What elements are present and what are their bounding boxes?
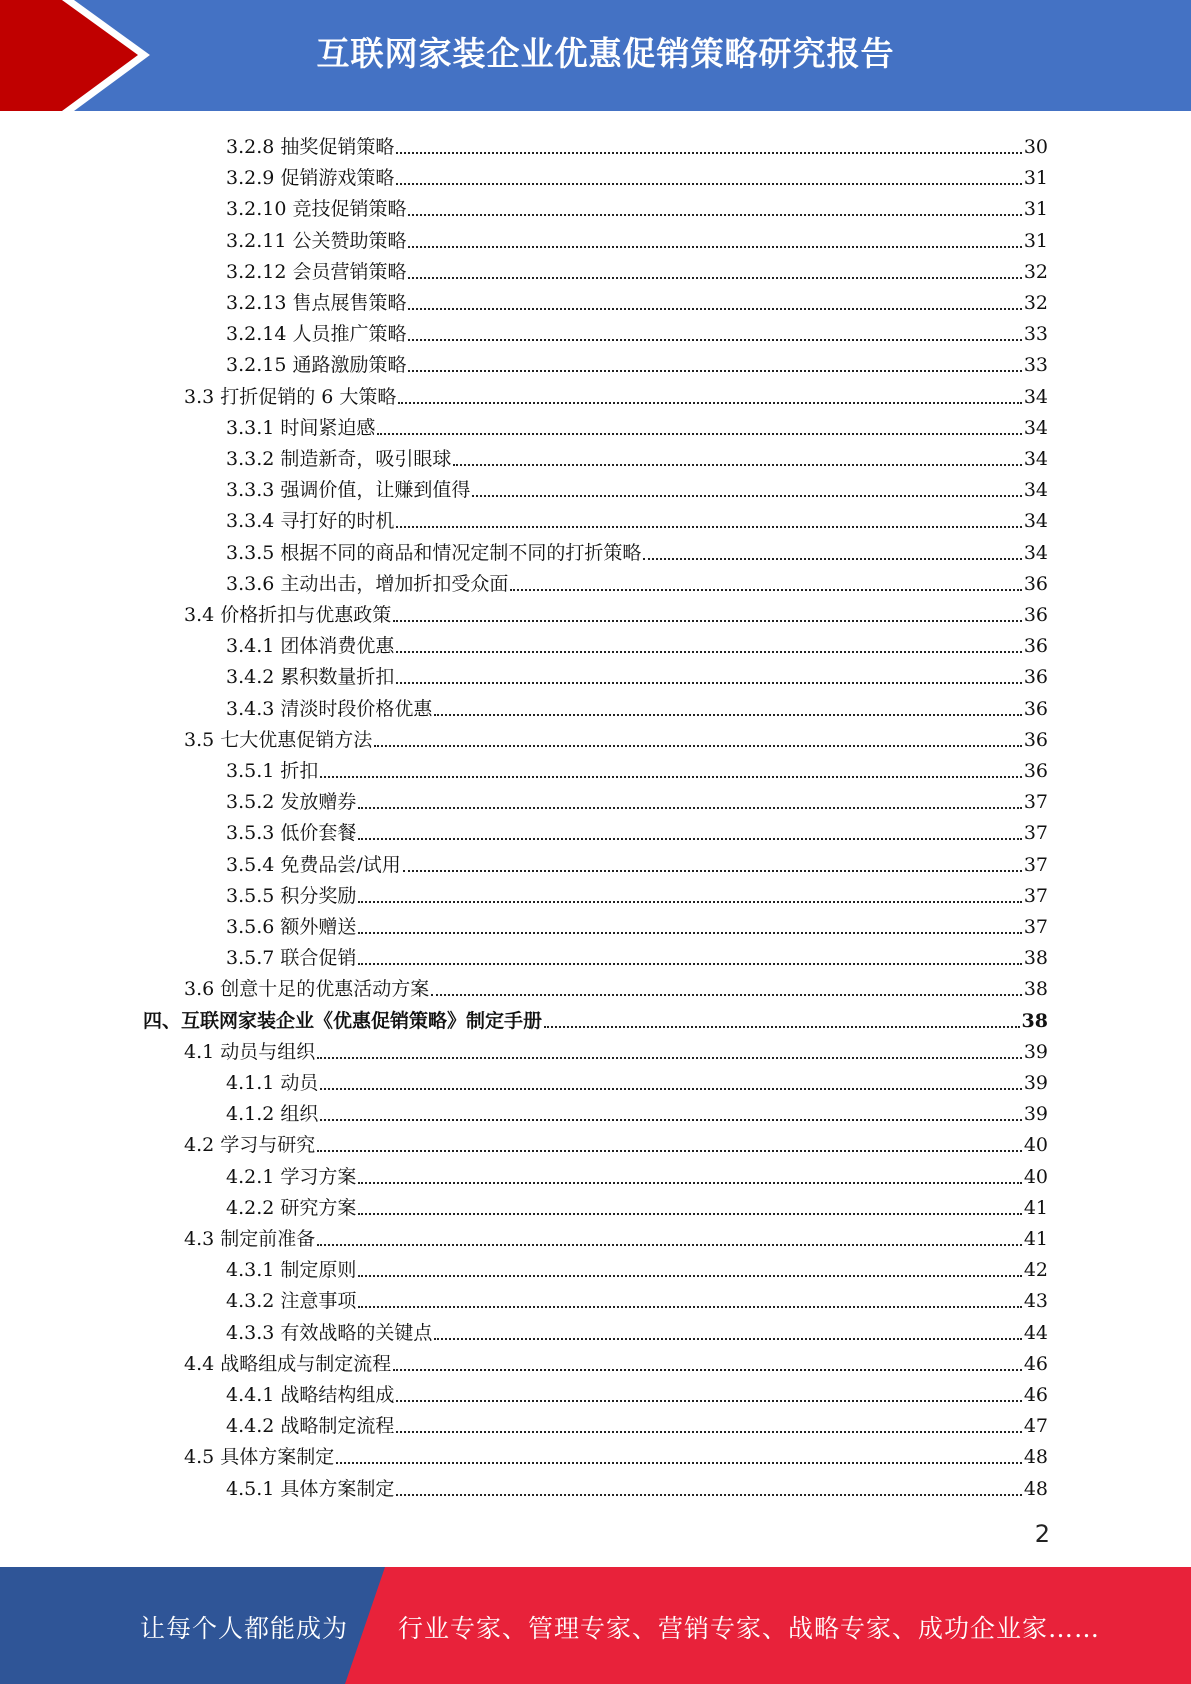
toc-entry-page: 46 — [1023, 1353, 1048, 1375]
toc-entry[interactable] — [226, 1315, 1048, 1346]
toc-entry-number: 3.3.4 — [226, 510, 275, 532]
toc-entry[interactable] — [184, 971, 1048, 1002]
toc-dot-leader — [408, 308, 1021, 310]
toc-entry-number: 4.2 — [184, 1134, 215, 1156]
toc-entry-title: 制定原则 — [280, 1259, 357, 1281]
toc-entry-page: 37 — [1023, 885, 1048, 907]
toc-entry-title: 折扣 — [280, 760, 319, 782]
toc-entry-title: 战略组成与制定流程 — [220, 1353, 392, 1375]
toc-dot-leader — [544, 1026, 1020, 1028]
toc-entry-number: 4.4 — [184, 1353, 215, 1375]
toc-dot-leader — [374, 745, 1022, 747]
toc-dot-leader — [396, 1494, 1021, 1496]
toc-entry[interactable] — [226, 1159, 1048, 1190]
toc-entry-title: 会员营销策略 — [292, 261, 407, 283]
toc-entry[interactable] — [226, 191, 1048, 222]
toc-dot-leader — [358, 932, 1021, 934]
toc-entry-title: 联合促销 — [280, 947, 357, 969]
toc-entry-number: 4.5.1 — [226, 1478, 275, 1500]
toc-entry-page: 31 — [1023, 230, 1048, 252]
toc-entry-page: 38 — [1023, 978, 1048, 1000]
toc-entry-number: 3.5.2 — [226, 791, 275, 813]
toc-entry-title: 主动出击，增加折扣受众面 — [280, 573, 509, 595]
toc-entry-number: 4.1.1 — [226, 1072, 275, 1094]
toc-entry-number: 3.3.6 — [226, 573, 275, 595]
toc-dot-leader — [398, 402, 1021, 404]
toc-entry-page: 39 — [1023, 1072, 1048, 1094]
toc-entry-number: 4.3.1 — [226, 1259, 275, 1281]
toc-entry[interactable] — [184, 1346, 1048, 1377]
toc-dot-leader — [408, 370, 1021, 372]
toc-dot-leader — [396, 1400, 1021, 1402]
toc-dot-leader — [434, 1338, 1021, 1340]
toc-entry-number: 3.5.1 — [226, 760, 275, 782]
toc-entry-title: 注意事项 — [280, 1290, 357, 1312]
toc-entry-number: 4.3.2 — [226, 1290, 275, 1312]
toc-entry-title: 研究方案 — [280, 1197, 357, 1219]
toc-entry-number: 3.2.13 — [226, 292, 287, 314]
toc-entry-title: 发放赠券 — [280, 791, 357, 813]
toc-entry[interactable] — [226, 316, 1048, 347]
toc-entry-title: 四、互联网家装企业《优惠促销策略》制定手册 — [143, 1010, 543, 1032]
toc-dot-leader — [431, 994, 1022, 996]
toc-dot-leader — [453, 464, 1021, 466]
toc-entry[interactable] — [226, 815, 1048, 846]
toc-entry-title: 清淡时段价格优惠 — [280, 698, 433, 720]
toc-entry[interactable] — [184, 597, 1048, 628]
toc-entry-number: 4.5 — [184, 1446, 215, 1468]
toc-dot-leader — [396, 682, 1021, 684]
toc-entry-title: 时间紧迫感 — [280, 417, 376, 439]
toc-entry-page: 40 — [1023, 1134, 1048, 1156]
toc-entry[interactable] — [226, 347, 1048, 378]
toc-dot-leader — [510, 589, 1021, 591]
toc-entry-number: 4.1.2 — [226, 1103, 275, 1125]
toc-entry-title: 根据不同的商品和情况定制不同的打折策略 — [280, 542, 642, 564]
toc-dot-leader — [358, 1275, 1021, 1277]
toc-dot-leader — [358, 807, 1021, 809]
toc-entry-title: 促销游戏策略 — [280, 167, 395, 189]
toc-entry-title: 售点展售策略 — [292, 292, 407, 314]
toc-entry-page: 37 — [1023, 854, 1048, 876]
toc-entry-page: 33 — [1023, 354, 1048, 376]
toc-entry-number: 3.4.1 — [226, 635, 275, 657]
toc-dot-leader — [317, 1150, 1022, 1152]
toc-entry-page: 34 — [1023, 448, 1048, 470]
toc-entry[interactable] — [226, 472, 1048, 503]
toc-entry-title: 人员推广策略 — [292, 323, 407, 345]
toc-entry-title: 累积数量折扣 — [280, 666, 395, 688]
toc-entry-page: 39 — [1023, 1041, 1048, 1063]
toc-entry-page: 42 — [1023, 1259, 1048, 1281]
toc-entry[interactable] — [226, 160, 1048, 191]
toc-entry-page: 40 — [1023, 1166, 1048, 1188]
toc-entry-title: 学习方案 — [280, 1166, 357, 1188]
toc-entry[interactable] — [184, 1439, 1048, 1470]
toc-dot-leader — [393, 620, 1022, 622]
toc-entry[interactable] — [226, 691, 1048, 722]
toc-dot-leader — [403, 870, 1022, 872]
toc-entry[interactable] — [226, 129, 1048, 160]
toc-entry[interactable] — [226, 1283, 1048, 1314]
toc-entry-title: 战略制定流程 — [280, 1415, 395, 1437]
toc-entry-page: 48 — [1023, 1478, 1048, 1500]
toc-entry[interactable] — [226, 1096, 1048, 1127]
toc-entry-number: 3.3.5 — [226, 542, 275, 564]
toc-entry[interactable] — [226, 909, 1048, 940]
toc-entry-page: 31 — [1023, 198, 1048, 220]
toc-dot-leader — [358, 838, 1021, 840]
toc-entry-page: 32 — [1023, 292, 1048, 314]
toc-entry[interactable] — [226, 223, 1048, 254]
toc-entry[interactable] — [226, 878, 1048, 909]
toc-entry-title: 动员 — [280, 1072, 319, 1094]
toc-entry-title: 动员与组织 — [220, 1041, 316, 1063]
toc-entry-number: 3.3 — [184, 386, 215, 408]
toc-entry[interactable] — [226, 1408, 1048, 1439]
toc-entry-number: 3.2.12 — [226, 261, 287, 283]
toc-entry-title: 额外赠送 — [280, 916, 357, 938]
toc-entry[interactable] — [226, 285, 1048, 316]
toc-entry-title: 团体消费优惠 — [280, 635, 395, 657]
toc-entry-page: 34 — [1023, 542, 1048, 564]
toc-dot-leader — [358, 1182, 1021, 1184]
toc-entry[interactable] — [226, 1065, 1048, 1096]
toc-entry[interactable] — [226, 753, 1048, 784]
toc-entry-page: 32 — [1023, 261, 1048, 283]
toc-entry-title: 制造新奇，吸引眼球 — [280, 448, 452, 470]
toc-entry[interactable] — [143, 1003, 1048, 1034]
toc-entry-page: 34 — [1023, 510, 1048, 532]
toc-entry-number: 4.4.1 — [226, 1384, 275, 1406]
toc-entry[interactable] — [226, 503, 1048, 534]
toc-entry-page: 41 — [1023, 1197, 1048, 1219]
toc-entry-page: 47 — [1023, 1415, 1048, 1437]
toc-entry-page: 38 — [1021, 1010, 1048, 1032]
toc-entry-page: 37 — [1023, 822, 1048, 844]
toc-dot-leader — [358, 1306, 1021, 1308]
toc-entry[interactable] — [226, 566, 1048, 597]
toc-entry-number: 3.4.2 — [226, 666, 275, 688]
toc-dot-leader — [320, 1088, 1021, 1090]
toc-entry-number: 3.2.8 — [226, 136, 275, 158]
toc-dot-leader — [377, 433, 1021, 435]
footer-slogan-left: 让每个人都能成为 — [140, 1614, 349, 1643]
toc-entry-page: 36 — [1023, 666, 1048, 688]
toc-entry-title: 低价套餐 — [280, 822, 357, 844]
toc-dot-leader — [396, 651, 1021, 653]
page-header — [0, 0, 1191, 111]
toc-entry-page: 38 — [1023, 947, 1048, 969]
toc-entry[interactable] — [226, 847, 1048, 878]
toc-entry-title: 七大优惠促销方法 — [220, 729, 373, 751]
toc-entry-number: 3.5.7 — [226, 947, 275, 969]
toc-entry[interactable] — [226, 441, 1048, 472]
toc-entry[interactable] — [184, 1221, 1048, 1252]
toc-dot-leader — [317, 1244, 1022, 1246]
toc-entry-page: 37 — [1023, 791, 1048, 813]
toc-entry-title: 抽奖促销策略 — [280, 136, 395, 158]
toc-entry-number: 4.2.1 — [226, 1166, 275, 1188]
toc-dot-leader — [408, 339, 1021, 341]
toc-entry[interactable] — [226, 1190, 1048, 1221]
toc-dot-leader — [393, 1369, 1022, 1371]
toc-entry[interactable] — [226, 1471, 1048, 1502]
toc-entry[interactable] — [226, 535, 1048, 566]
toc-dot-leader — [358, 1213, 1021, 1215]
toc-dot-leader — [396, 1431, 1021, 1433]
toc-entry-title: 具体方案制定 — [280, 1478, 395, 1500]
toc-entry-title: 学习与研究 — [220, 1134, 316, 1156]
toc-entry-page: 31 — [1023, 167, 1048, 189]
toc-entry-number: 4.3.3 — [226, 1322, 275, 1344]
toc-entry[interactable] — [226, 659, 1048, 690]
toc-entry-number: 3.3.2 — [226, 448, 275, 470]
toc-entry-page: 36 — [1023, 698, 1048, 720]
toc-entry-title: 积分奖励 — [280, 885, 357, 907]
toc-dot-leader — [320, 776, 1021, 778]
toc-dot-leader — [472, 495, 1021, 497]
toc-entry-number: 3.2.14 — [226, 323, 287, 345]
toc-entry[interactable] — [184, 1034, 1048, 1065]
toc-entry-title: 免费品尝/试用 — [280, 854, 401, 876]
toc-entry-number: 3.2.11 — [226, 230, 287, 252]
toc-entry-page: 48 — [1023, 1446, 1048, 1468]
toc-entry[interactable] — [226, 1252, 1048, 1283]
toc-dot-leader — [396, 152, 1021, 154]
toc-entry-page: 34 — [1023, 417, 1048, 439]
toc-entry-number: 3.2.15 — [226, 354, 287, 376]
toc-entry-number: 3.5.4 — [226, 854, 275, 876]
toc-entry[interactable] — [226, 410, 1048, 441]
page-number: 2 — [1034, 1520, 1050, 1548]
toc-entry[interactable] — [226, 628, 1048, 659]
footer-slogan-right: 行业专家、管理专家、营销专家、战略专家、成功企业家…… — [398, 1614, 1101, 1643]
toc-entry[interactable] — [226, 1377, 1048, 1408]
toc-entry-page: 36 — [1023, 573, 1048, 595]
toc-entry[interactable] — [226, 940, 1048, 971]
toc-entry-page: 36 — [1023, 729, 1048, 751]
toc-dot-leader — [317, 1057, 1022, 1059]
toc-entry-title: 寻打好的时机 — [280, 510, 395, 532]
toc-dot-leader — [336, 1462, 1022, 1464]
toc-entry-page: 34 — [1023, 479, 1048, 501]
toc-entry[interactable] — [184, 722, 1048, 753]
toc-entry-number: 4.2.2 — [226, 1197, 275, 1219]
toc-entry-title: 创意十足的优惠活动方案 — [220, 978, 430, 1000]
toc-entry-page: 34 — [1023, 386, 1048, 408]
toc-entry-page: 39 — [1023, 1103, 1048, 1125]
toc-entry-number: 3.4 — [184, 604, 215, 626]
toc-entry-page: 37 — [1023, 916, 1048, 938]
toc-entry-number: 4.3 — [184, 1228, 215, 1250]
toc-dot-leader — [396, 526, 1021, 528]
toc-entry-number: 3.6 — [184, 978, 215, 1000]
toc-entry-title: 强调价值，让赚到值得 — [280, 479, 471, 501]
toc-entry-title: 组织 — [280, 1103, 319, 1125]
toc-entry-number: 3.2.9 — [226, 167, 275, 189]
toc-entry-page: 43 — [1023, 1290, 1048, 1312]
toc-dot-leader — [358, 901, 1021, 903]
toc-entry-page: 36 — [1023, 760, 1048, 782]
toc-dot-leader — [408, 214, 1021, 216]
toc-entry[interactable] — [226, 254, 1048, 285]
toc-entry-title: 价格折扣与优惠政策 — [220, 604, 392, 626]
toc-entry-number: 4.1 — [184, 1041, 215, 1063]
toc-dot-leader — [408, 277, 1021, 279]
toc-entry-page: 41 — [1023, 1228, 1048, 1250]
toc-entry-number: 3.4.3 — [226, 698, 275, 720]
toc-entry-title: 有效战略的关键点 — [280, 1322, 433, 1344]
toc-entry[interactable] — [184, 379, 1048, 410]
page-footer — [0, 1567, 1191, 1684]
toc-dot-leader — [396, 183, 1021, 185]
toc-entry-number: 4.4.2 — [226, 1415, 275, 1437]
toc-entry-number: 3.3.1 — [226, 417, 275, 439]
toc-entry-page: 33 — [1023, 323, 1048, 345]
toc-entry-title: 通路激励策略 — [292, 354, 407, 376]
toc-entry-page: 30 — [1023, 136, 1048, 158]
toc-entry[interactable] — [226, 784, 1048, 815]
toc-dot-leader — [320, 1119, 1021, 1121]
toc-entry-number: 3.5 — [184, 729, 215, 751]
toc-entry-page: 36 — [1023, 604, 1048, 626]
toc-dot-leader — [434, 714, 1021, 716]
toc-entry-number: 3.2.10 — [226, 198, 287, 220]
report-title: 互联网家装企业优惠促销策略研究报告 — [316, 34, 895, 73]
toc-entry-title: 竞技促销策略 — [292, 198, 407, 220]
toc-entry-number: 3.5.6 — [226, 916, 275, 938]
toc-entry-title: 制定前准备 — [220, 1228, 316, 1250]
toc-entry-title: 打折促销的 6 大策略 — [220, 386, 397, 408]
toc-entry-page: 44 — [1023, 1322, 1048, 1344]
toc-entry-title: 战略结构组成 — [280, 1384, 395, 1406]
toc-entry-number: 3.3.3 — [226, 479, 275, 501]
toc-dot-leader — [408, 246, 1021, 248]
toc-entry-page: 36 — [1023, 635, 1048, 657]
toc-entry-title: 公关赞助策略 — [292, 230, 407, 252]
toc-entry-page: 46 — [1023, 1384, 1048, 1406]
toc-dot-leader — [643, 558, 1021, 560]
toc-entry[interactable] — [184, 1127, 1048, 1158]
toc-entry-number: 3.5.5 — [226, 885, 275, 907]
toc-entry-title: 具体方案制定 — [220, 1446, 335, 1468]
toc-dot-leader — [358, 963, 1021, 965]
toc-entry-number: 3.5.3 — [226, 822, 275, 844]
